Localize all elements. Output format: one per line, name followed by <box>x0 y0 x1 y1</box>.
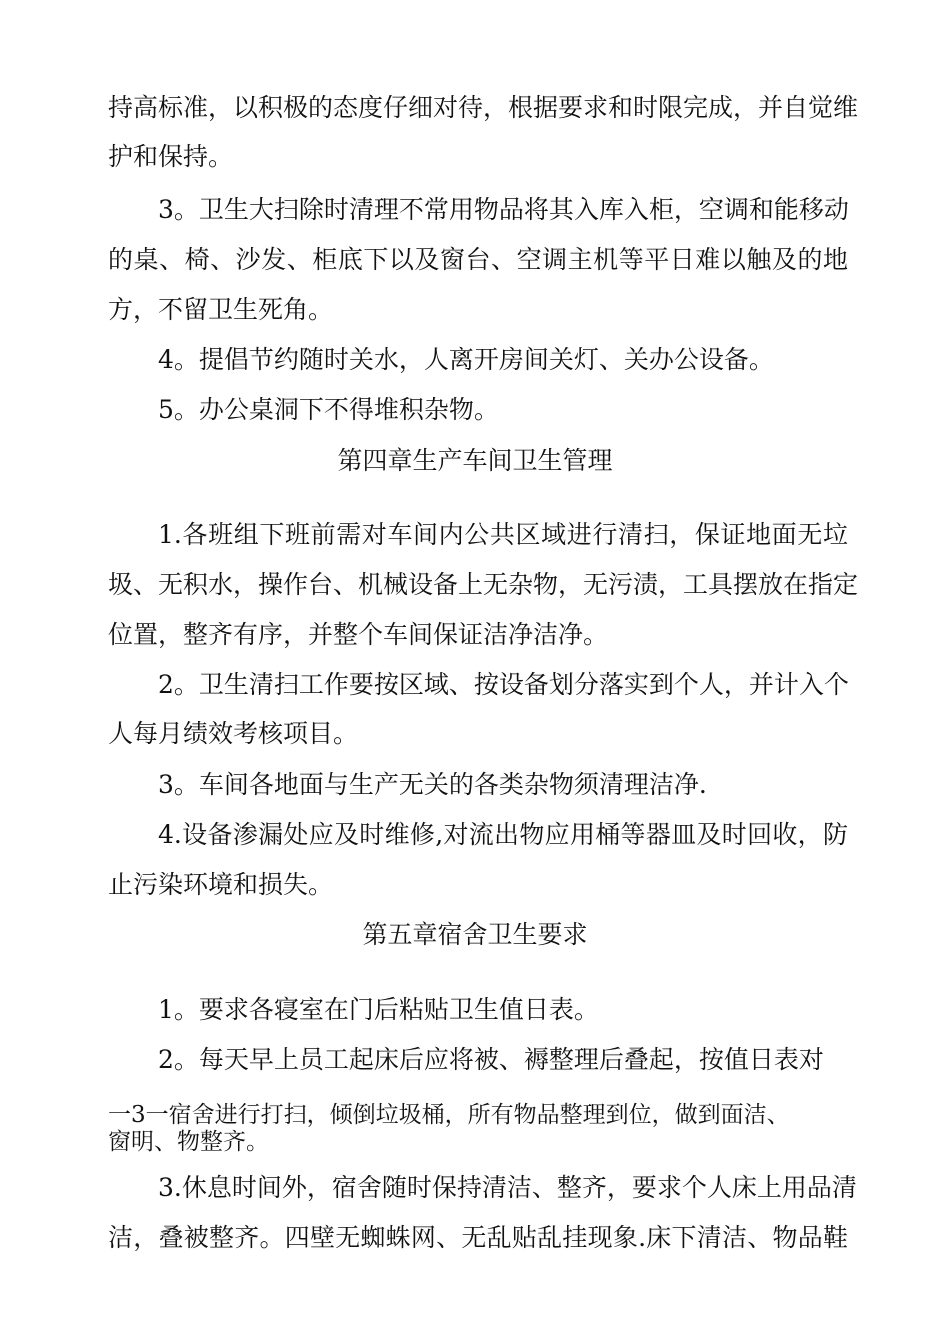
paragraph-line: 窗明、物整齐。 <box>108 1129 269 1155</box>
paragraph-line: 洁，叠被整齐。四壁无蜘蛛网、无乱贴乱挂现象.床下清洁、物品鞋 <box>108 1223 848 1252</box>
paragraph-line: 的桌、椅、沙发、柜底下以及窗台、空调主机等平日难以触及的地 <box>108 245 848 274</box>
paragraph-line: 一3一宿舍进行打扫，倾倒垃圾桶，所有物品整理到位，做到面洁、 <box>108 1102 790 1128</box>
paragraph-line: 1.各班组下班前需对车间内公共区域进行清扫，保证地面无垃 <box>158 520 848 549</box>
paragraph-line: 3.休息时间外，宿舍随时保持清洁、整齐，要求个人床上用品清 <box>158 1173 857 1202</box>
paragraph-line: 2。卫生清扫工作要按区域、按设备划分落实到个人，并计入个 <box>158 670 849 699</box>
paragraph-line: 1。要求各寝室在门后粘贴卫生值日表。 <box>158 995 599 1024</box>
paragraph-line: 人每月绩效考核项目。 <box>108 719 359 748</box>
paragraph-line: 护和保持。 <box>108 142 234 171</box>
paragraph-line: 圾、无积水，操作台、机械设备上无杂物，无污渍，工具摆放在指定 <box>108 570 859 599</box>
paragraph-line: 位置，整齐有序，并整个车间保证洁净洁净。 <box>108 620 609 649</box>
paragraph-line: 3。卫生大扫除时清理不常用物品将其入库入柜，空调和能移动 <box>158 195 849 224</box>
paragraph-line: 持高标准，以积极的态度仔细对待，根据要求和时限完成，并自觉维 <box>108 93 859 122</box>
paragraph-line: 4。提倡节约随时关水，人离开房间关灯、关办公设备。 <box>158 345 774 374</box>
paragraph-line: 2。每天早上员工起床后应将被、褥整理后叠起，按值日表对 <box>158 1045 824 1074</box>
paragraph-line: 方，不留卫生死角。 <box>108 295 334 324</box>
chapter-heading: 第五章宿舍卫生要求 <box>362 920 588 949</box>
chapter-heading: 第四章生产车间卫生管理 <box>337 446 613 475</box>
paragraph-line: 3。车间各地面与生产无关的各类杂物须清理洁净. <box>158 770 707 799</box>
paragraph-line: 4.设备渗漏处应及时维修,对流出物应用桶等器皿及时回收，防 <box>158 820 848 849</box>
paragraph-line: 5。办公桌洞下不得堆积杂物。 <box>158 395 499 424</box>
paragraph-line: 止污染环境和损失。 <box>108 870 334 899</box>
